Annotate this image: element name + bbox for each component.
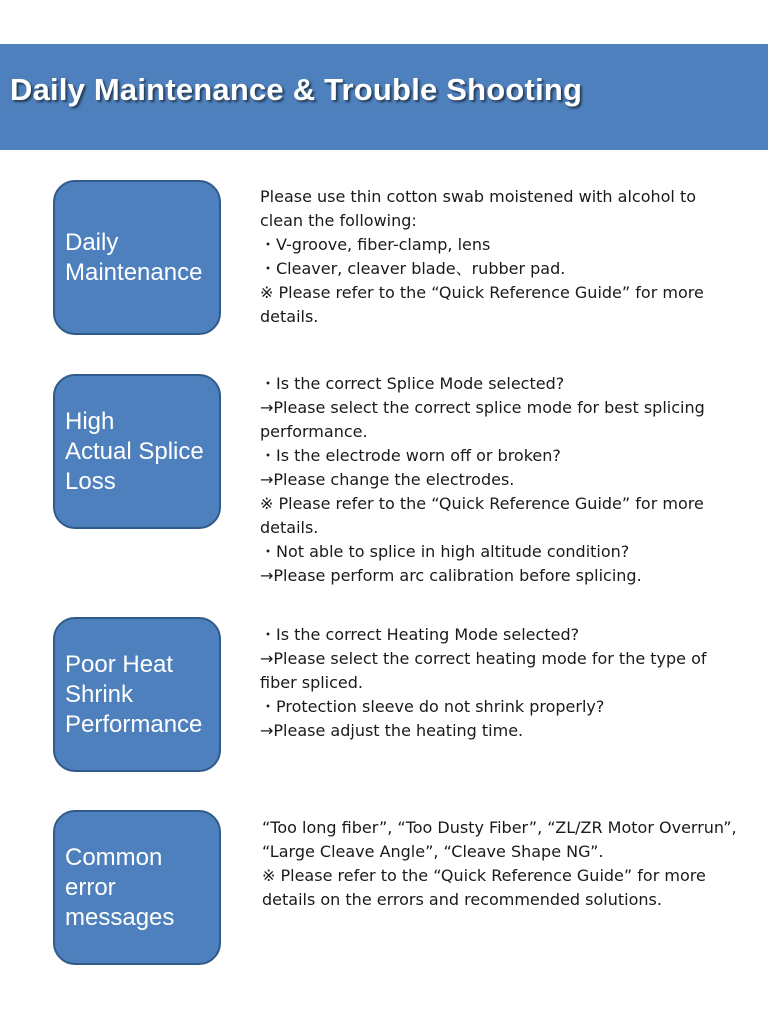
text-line: ※ Please refer to the “Quick Reference Guide” for more xyxy=(260,283,704,302)
text-line: ※ Please refer to the “Quick Reference Guide” for more xyxy=(262,866,706,885)
text-line: “Too long fiber”, “Too Dusty Fiber”, “ZL/ZR Motor Overrun”, xyxy=(262,818,737,837)
text-line: →Please perform arc calibration before splicing. xyxy=(260,566,642,585)
text-line: ・Protection sleeve do not shrink properly? xyxy=(260,697,605,716)
section-text-high-splice-loss xyxy=(260,372,760,588)
section-label-line: High xyxy=(65,407,115,435)
text-line: ・Not able to splice in high altitude condition? xyxy=(260,542,630,561)
section-label-line: Shrink xyxy=(65,680,134,708)
text-line: details. xyxy=(260,307,319,326)
section-label-high-splice-loss xyxy=(53,374,221,529)
text-line: ・Is the correct Heating Mode selected? xyxy=(260,625,580,644)
section-label-poor-heat-shrink xyxy=(53,617,221,772)
section-label-line: messages xyxy=(65,903,175,931)
section-label-line: Loss xyxy=(65,467,116,495)
text-line: ・V-groove, fiber-clamp, lens xyxy=(260,235,491,254)
section-text-common-errors xyxy=(262,816,762,912)
section-label-line: Performance xyxy=(65,710,203,738)
section-label-line: Common xyxy=(65,843,163,871)
text-line: clean the following: xyxy=(260,211,417,230)
title-banner xyxy=(0,44,768,150)
text-line: “Large Cleave Angle”, “Cleave Shape NG”. xyxy=(262,842,604,861)
text-line: Please use thin cotton swab moistened with alcohol to xyxy=(260,187,697,206)
page-title: Daily Maintenance & Trouble Shooting xyxy=(10,72,583,107)
section-label-daily-maintenance xyxy=(53,180,221,335)
section-label-line: Actual Splice xyxy=(65,437,204,465)
section-label-common-errors xyxy=(53,810,221,965)
text-line: ※ Please refer to the “Quick Reference Guide” for more xyxy=(260,494,704,513)
text-line: →Please select the correct heating mode for the type of xyxy=(260,649,707,668)
text-line: fiber spliced. xyxy=(260,673,364,692)
section-label-line: Daily xyxy=(65,228,119,256)
text-line: details. xyxy=(260,518,319,537)
text-line: →Please select the correct splice mode for best splicing xyxy=(260,398,705,417)
text-line: details on the errors and recommended solutions. xyxy=(262,890,662,909)
section-text-poor-heat-shrink xyxy=(260,623,760,743)
text-line: ・Cleaver, cleaver blade、rubber pad. xyxy=(260,259,566,278)
section-label-line: Maintenance xyxy=(65,258,203,286)
text-line: →Please change the electrodes. xyxy=(260,470,515,489)
text-line: →Please adjust the heating time. xyxy=(260,721,524,740)
section-label-line: Poor Heat xyxy=(65,650,174,678)
section-text-daily-maintenance xyxy=(260,185,760,329)
text-line: ・Is the electrode worn off or broken? xyxy=(260,446,561,465)
section-label-line: error xyxy=(65,873,116,901)
text-line: performance. xyxy=(260,422,368,441)
text-line: ・Is the correct Splice Mode selected? xyxy=(260,374,565,393)
